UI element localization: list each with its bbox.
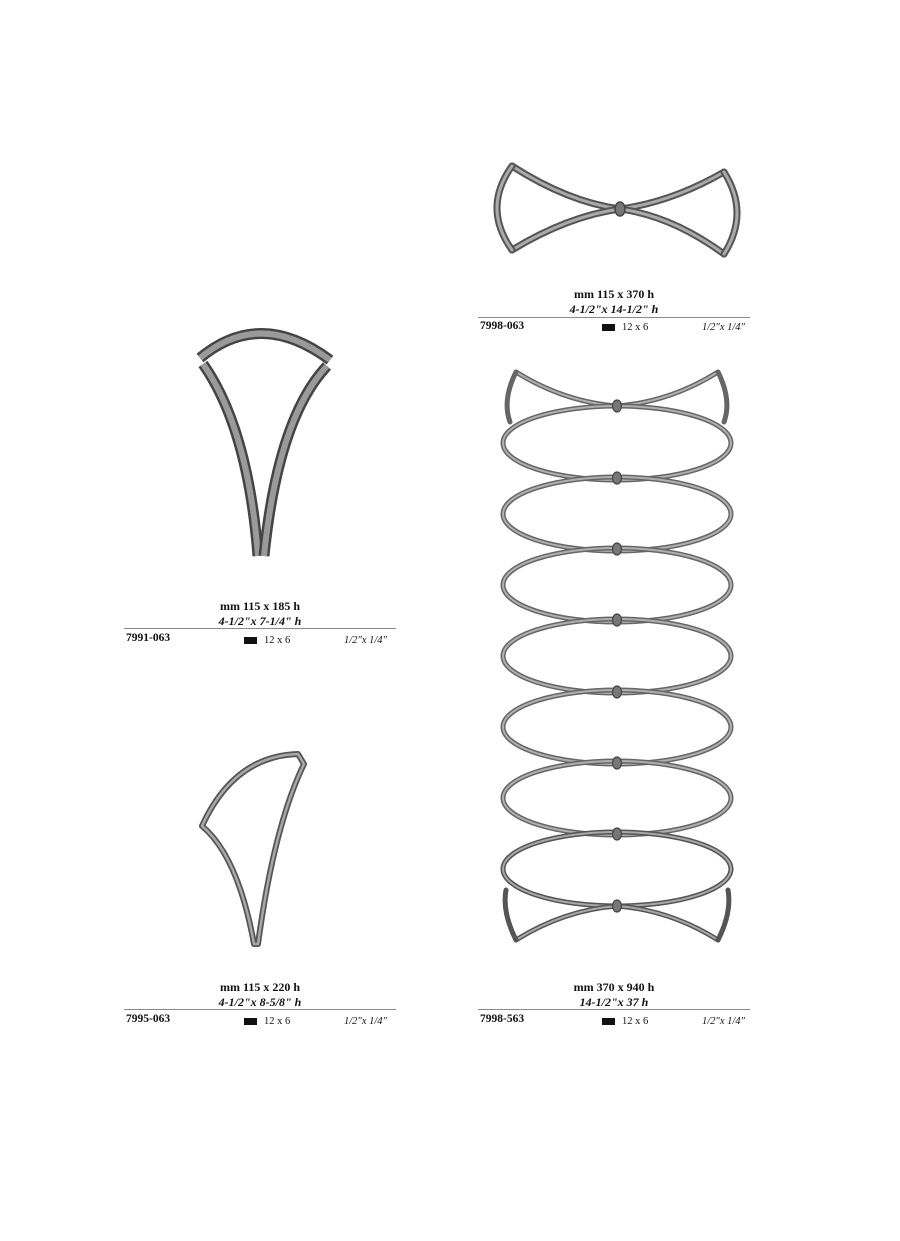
panel-product-code: 7998-563 xyxy=(480,1013,525,1025)
pack-square-icon xyxy=(244,637,257,644)
bowtie-pack-qty: 12 x 6 xyxy=(622,322,649,333)
bowtie-size-inch: 4-1/2"x 14-1/2" h xyxy=(569,302,659,316)
panel-pack xyxy=(602,1016,648,1027)
fan-section-size: 1/2"x 1/4" xyxy=(344,635,387,646)
panel-section-size: 1/2"x 1/4" xyxy=(702,1016,745,1027)
fan-size-mm: mm 115 x 185 h xyxy=(219,599,300,613)
leaf-size-mm: mm 115 x 220 h xyxy=(219,980,300,994)
bowtie-divider xyxy=(478,317,750,318)
panel-size-mm: mm 370 x 940 h xyxy=(573,980,655,994)
bowtie-size-mm: mm 115 x 370 h xyxy=(573,287,654,301)
leaf-section-size: 1/2"x 1/4" xyxy=(344,1016,387,1027)
bowtie-pack xyxy=(602,322,648,333)
bowtie-product-code: 7998-063 xyxy=(480,320,525,332)
pack-square-icon xyxy=(602,324,615,331)
pack-square-icon xyxy=(602,1018,615,1025)
leaf-size-inch: 4-1/2"x 8-5/8" h xyxy=(218,995,302,1009)
fan-product-code: 7991-063 xyxy=(126,632,171,644)
leaf-divider xyxy=(124,1009,396,1010)
fan-divider xyxy=(124,628,396,629)
bowtie-section-size: 1/2"x 1/4" xyxy=(702,322,745,333)
leaf-pack xyxy=(244,1016,290,1027)
bowtie-dimensions xyxy=(478,287,750,317)
leaf-pack-qty: 12 x 6 xyxy=(264,1016,291,1027)
fan-pack xyxy=(244,635,290,646)
fan-size-inch: 4-1/2"x 7-1/4" h xyxy=(218,614,302,628)
panel-pack-qty: 12 x 6 xyxy=(622,1016,649,1027)
oval-panel-illustration xyxy=(494,360,740,952)
panel-divider xyxy=(478,1009,750,1010)
leaf-scroll-illustration xyxy=(194,746,310,950)
fan-scroll-illustration xyxy=(190,318,340,560)
fan-dimensions xyxy=(124,599,396,629)
leaf-dimensions xyxy=(124,980,396,1010)
pack-square-icon xyxy=(244,1018,257,1025)
panel-size-inch: 14-1/2"x 37 h xyxy=(579,995,649,1009)
panel-dimensions xyxy=(478,980,750,1010)
fan-pack-qty: 12 x 6 xyxy=(264,635,291,646)
leaf-product-code: 7995-063 xyxy=(126,1013,171,1025)
bowtie-scroll-illustration xyxy=(488,158,748,260)
